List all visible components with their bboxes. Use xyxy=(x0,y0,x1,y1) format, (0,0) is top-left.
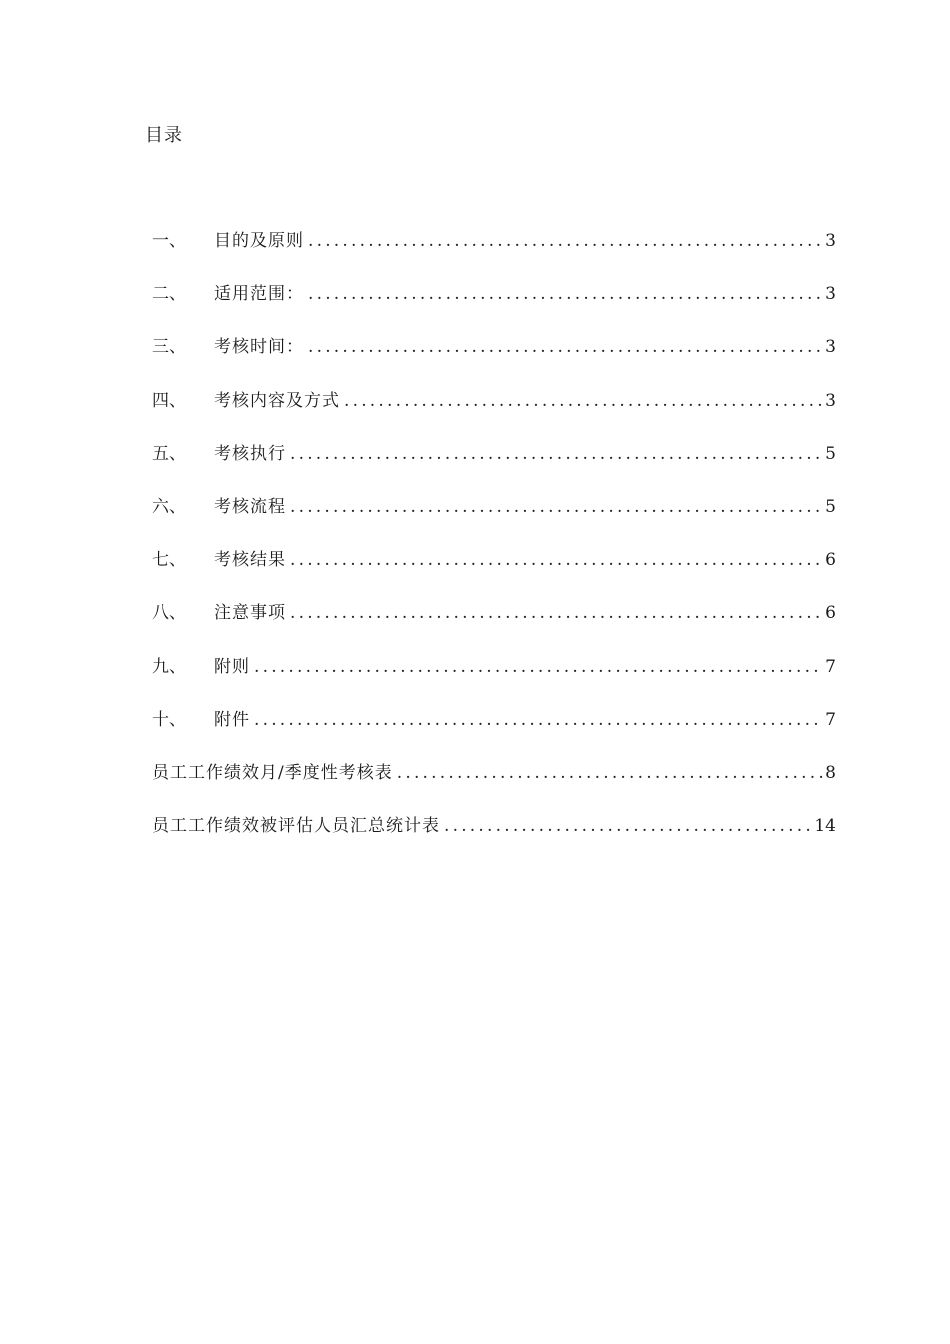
toc-entry-4[interactable] xyxy=(152,389,836,442)
toc-entry-number: 四、 xyxy=(152,390,186,411)
toc-entry-number: 九、 xyxy=(152,656,186,677)
toc-entry-10[interactable] xyxy=(152,708,836,761)
toc-entry-page: 14 xyxy=(814,816,836,837)
toc-entry-page: 6 xyxy=(825,603,836,624)
toc-entry-page: 3 xyxy=(825,390,836,411)
toc-entry-title: 考核流程 xyxy=(214,496,286,517)
dot-leader xyxy=(397,761,823,785)
toc-entry-title: 员工工作绩效月/季度性考核表 xyxy=(152,762,393,783)
dot-leader xyxy=(308,335,823,359)
toc-entry-number: 七、 xyxy=(152,550,186,571)
toc-entry-6[interactable] xyxy=(152,495,836,548)
toc-entry-2[interactable] xyxy=(152,282,836,335)
toc-entry-5[interactable] xyxy=(152,442,836,495)
toc-entry-title: 考核结果 xyxy=(214,550,286,571)
toc-entry-title: 注意事项 xyxy=(214,603,286,624)
dot-leader xyxy=(290,495,823,519)
toc-entry-3[interactable] xyxy=(152,335,836,388)
toc-entry-number: 五、 xyxy=(152,443,186,464)
toc-entry-number: 一、 xyxy=(152,231,186,251)
toc-entry-title: 考核时间： xyxy=(214,337,304,358)
table-of-contents xyxy=(152,229,836,867)
toc-entry-number: 十、 xyxy=(152,709,186,730)
dot-leader xyxy=(344,389,823,413)
toc-entry-page: 7 xyxy=(825,656,836,677)
toc-entry-title: 适用范围： xyxy=(214,284,304,305)
toc-entry-page: 6 xyxy=(825,550,836,571)
dot-leader xyxy=(254,655,823,679)
toc-entry-number: 八、 xyxy=(152,603,186,624)
toc-entry-9[interactable] xyxy=(152,655,836,708)
toc-entry-title: 员工工作绩效被评估人员汇总统计表 xyxy=(152,816,440,837)
dot-leader xyxy=(444,814,812,838)
toc-entry-page: 5 xyxy=(825,496,836,517)
dot-leader xyxy=(308,282,823,306)
toc-entry-page: 7 xyxy=(825,709,836,730)
toc-entry-title: 目的及原则 xyxy=(214,231,304,251)
toc-entry-number: 三、 xyxy=(152,337,186,358)
toc-entry-7[interactable] xyxy=(152,548,836,601)
dot-leader xyxy=(254,708,823,732)
toc-entry-8[interactable] xyxy=(152,601,836,654)
dot-leader xyxy=(290,442,823,466)
toc-entry-title: 考核内容及方式 xyxy=(214,390,340,411)
toc-entry-title: 附则 xyxy=(214,656,250,677)
toc-entry-page: 3 xyxy=(825,231,836,251)
toc-entry-number: 六、 xyxy=(152,496,186,517)
toc-entry-1[interactable] xyxy=(152,229,836,282)
toc-entry-title: 附件 xyxy=(214,709,250,730)
dot-leader xyxy=(308,229,823,253)
dot-leader xyxy=(290,548,823,572)
toc-entry-number: 二、 xyxy=(152,284,186,305)
toc-title: 目录 xyxy=(145,125,183,146)
toc-entry-title: 考核执行 xyxy=(214,443,286,464)
toc-entry-page: 3 xyxy=(825,284,836,305)
toc-entry-page: 5 xyxy=(825,443,836,464)
toc-entry-page: 3 xyxy=(825,337,836,358)
toc-entry-page: 8 xyxy=(825,762,836,783)
dot-leader xyxy=(290,601,823,625)
toc-entry-12[interactable] xyxy=(152,814,836,867)
toc-entry-11[interactable] xyxy=(152,761,836,814)
